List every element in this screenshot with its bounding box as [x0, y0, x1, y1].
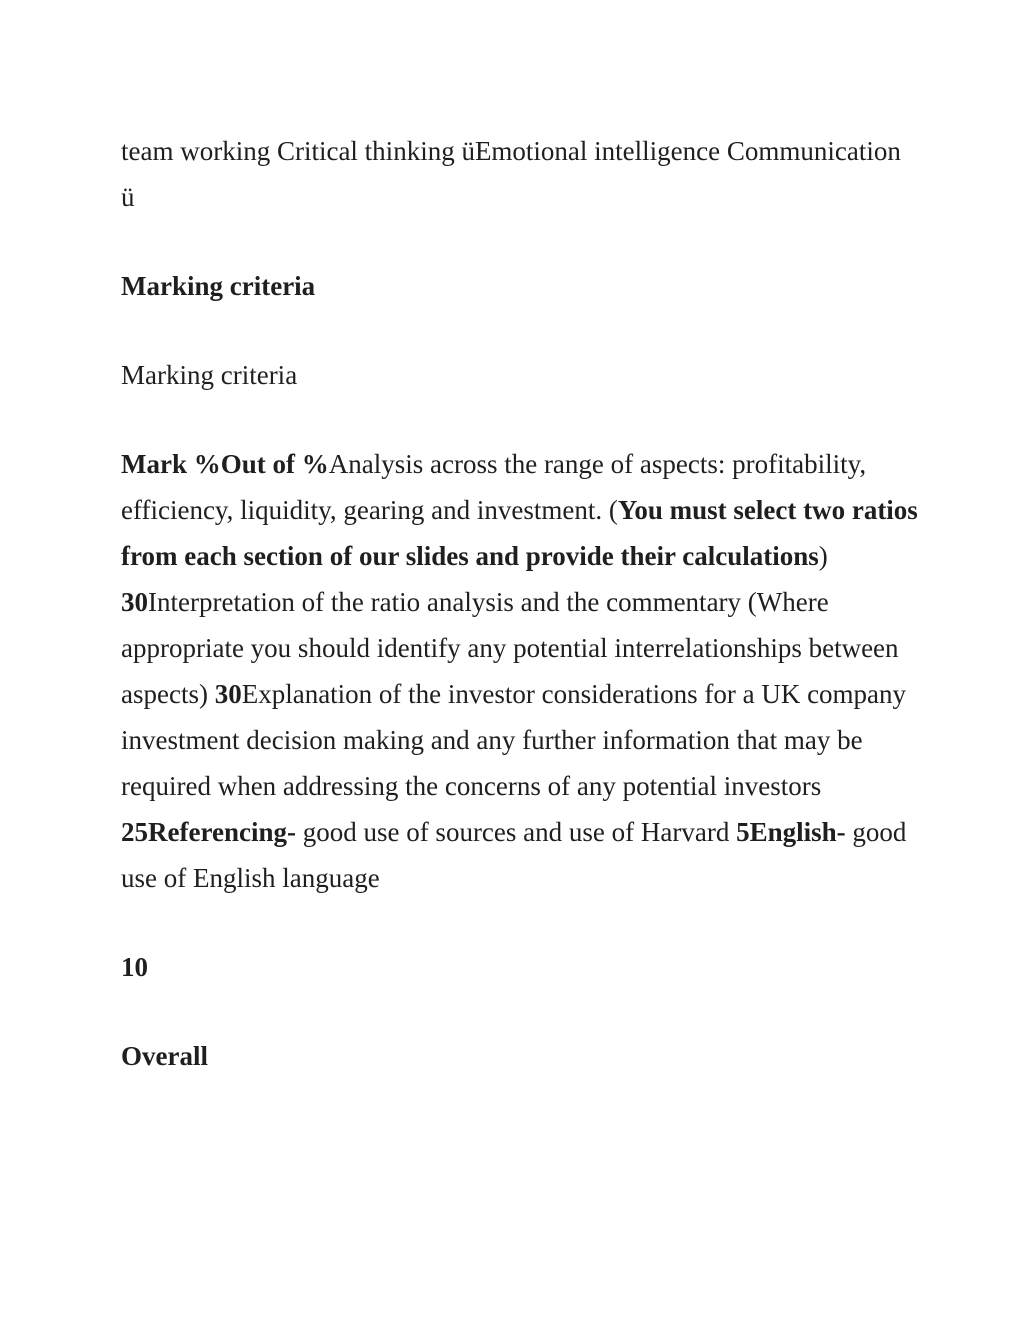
- criterion-english-label: English-: [749, 817, 846, 847]
- criteria-paragraph: [121, 441, 921, 901]
- skills-line: team working Critical thinking üEmotional intelligence Communication ü: [121, 136, 901, 212]
- overall-label: Overall: [121, 1041, 208, 1071]
- mark-header: Mark %Out of %: [121, 449, 329, 479]
- criterion-referencing-mark: 5: [736, 817, 750, 847]
- criterion-interpretation-text: Interpretation of the ratio analysis and the commentary (Where appropriate you should identify any potential interrelationships between aspects): [121, 587, 899, 709]
- criterion-referencing-label: Referencing-: [148, 817, 296, 847]
- criterion-explanation-text: Explanation of the investor considerations for a UK company investment decision making and any further information that may be required when addressing the concerns of any potential investors: [121, 679, 907, 801]
- criterion-analysis-text: Analysis across the range of aspects: profitability, efficiency, liquidity, gearing and investment. (: [121, 449, 867, 525]
- criterion-english-text: good use of English language: [121, 817, 907, 893]
- criterion-explanation-mark: 25: [121, 817, 148, 847]
- subheading: Marking criteria: [121, 360, 298, 390]
- document-page: [121, 128, 921, 1122]
- criterion-interpretation-mark: 30: [214, 679, 242, 709]
- criterion-referencing-text: good use of sources and use of Harvard: [295, 817, 737, 847]
- criterion-analysis-mark: 30: [121, 587, 148, 617]
- criterion-analysis-close: ): [818, 541, 828, 571]
- criterion-analysis-instruction: You must select two ratios from each section of our slides and provide their calculations: [121, 495, 918, 571]
- section-heading: Marking criteria: [121, 271, 316, 301]
- english-mark: 10: [121, 952, 148, 982]
